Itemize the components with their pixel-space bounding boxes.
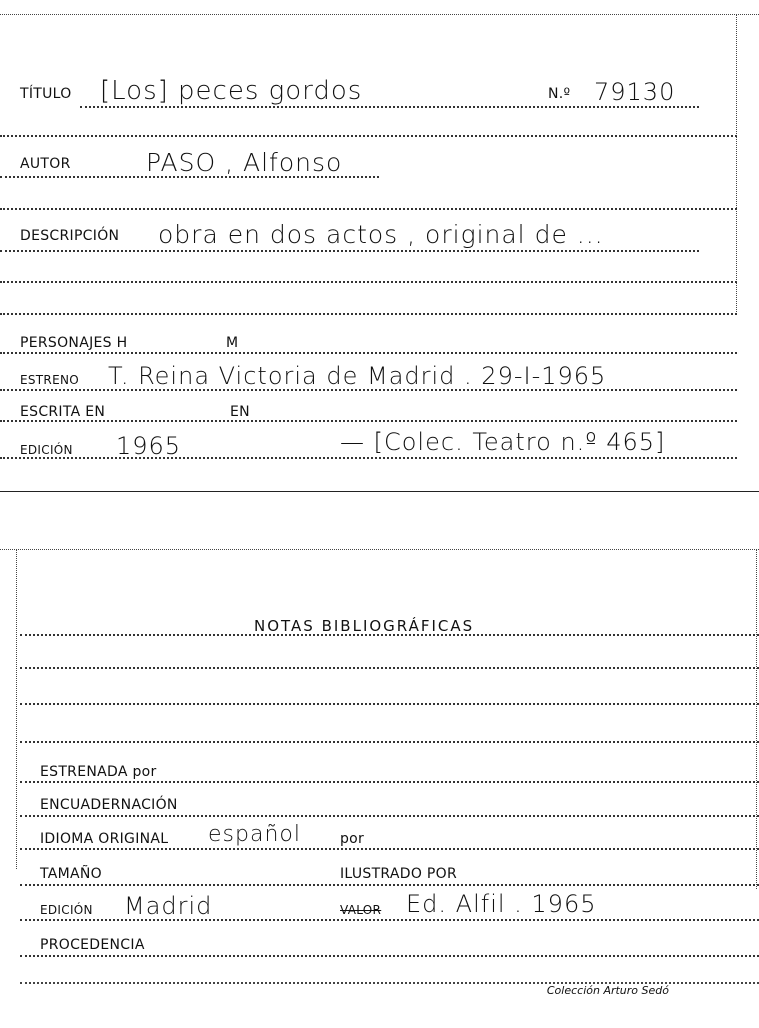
notas-heading: NOTAS BIBLIOGRÁFICAS [254,617,475,635]
estreno-value: T. Reina Victoria de Madrid . 29-I-1965 [108,362,607,390]
titulo-rule [80,106,699,108]
divider-rule [20,703,759,705]
descripcion-value: obra en dos actos , original de ... [158,220,604,249]
autor-value: PASO , Alfonso [146,148,343,177]
edicion-label: EDICIÓN [20,443,73,457]
edicion-rule [0,457,737,459]
idioma-rule [20,848,759,850]
card-edge-left [16,549,17,869]
tamano-rule [20,884,759,886]
card-edge-right [756,549,757,889]
card-edge-top [0,549,759,550]
escrita-en2-label: EN [230,404,250,420]
titulo-value: [Los] peces gordos [100,76,363,106]
edicion-back-value: Madrid [124,892,213,920]
divider-rule [0,208,737,210]
edicion-back-label: EDICIÓN [40,903,93,917]
estreno-label: ESTRENO [20,373,79,387]
numero-value: 79130 [594,78,676,106]
card-edge-right [736,14,737,314]
edicion-value: 1965 [116,432,182,460]
divider-rule [0,281,737,283]
estrenada-rule [20,781,759,783]
collection-stamp: Colección Arturo Sedó [546,984,669,997]
descripcion-label: DESCRIPCIÓN [20,228,120,244]
tamano-label: TAMAÑO [40,866,102,882]
idioma-por-label: por [340,831,365,847]
personajes-rule [0,352,737,354]
numero-label: N.º [548,86,571,102]
personajes-label: PERSONAJES H [20,335,128,351]
ilustrado-label: ILUSTRADO POR [340,866,457,882]
valor-label: VALOR [340,903,382,917]
procedencia-rule [20,955,759,957]
edicion-back-rule [20,919,759,921]
encuadernacion-label: ENCUADERNACIÓN [40,797,178,813]
valor-value: Ed. Alfil . 1965 [406,890,597,918]
divider-rule [0,313,737,315]
escrita-en-label: ESCRITA EN [20,404,106,420]
card-edge-top [0,14,759,15]
divider-rule [20,741,759,743]
descripcion-rule [0,250,699,252]
autor-label: AUTOR [20,156,71,172]
idioma-label: IDIOMA ORIGINAL [40,831,169,847]
estrenada-label: ESTRENADA por [40,764,157,780]
catalog-card-front [0,0,759,492]
encuadernacion-rule [20,815,759,817]
escrita-rule [0,420,737,422]
idioma-value: español [208,822,301,847]
titulo-label: TÍTULO [20,86,72,102]
estreno-rule [0,389,737,391]
procedencia-label: PROCEDENCIA [40,937,145,953]
personajes-m-label: M [226,335,239,351]
edicion-note: — [Colec. Teatro n.º 465] [340,428,666,456]
divider-rule [0,135,737,137]
card-bottom-edge [0,491,759,492]
divider-rule [20,634,759,636]
autor-rule [0,176,379,178]
divider-rule [20,667,759,669]
